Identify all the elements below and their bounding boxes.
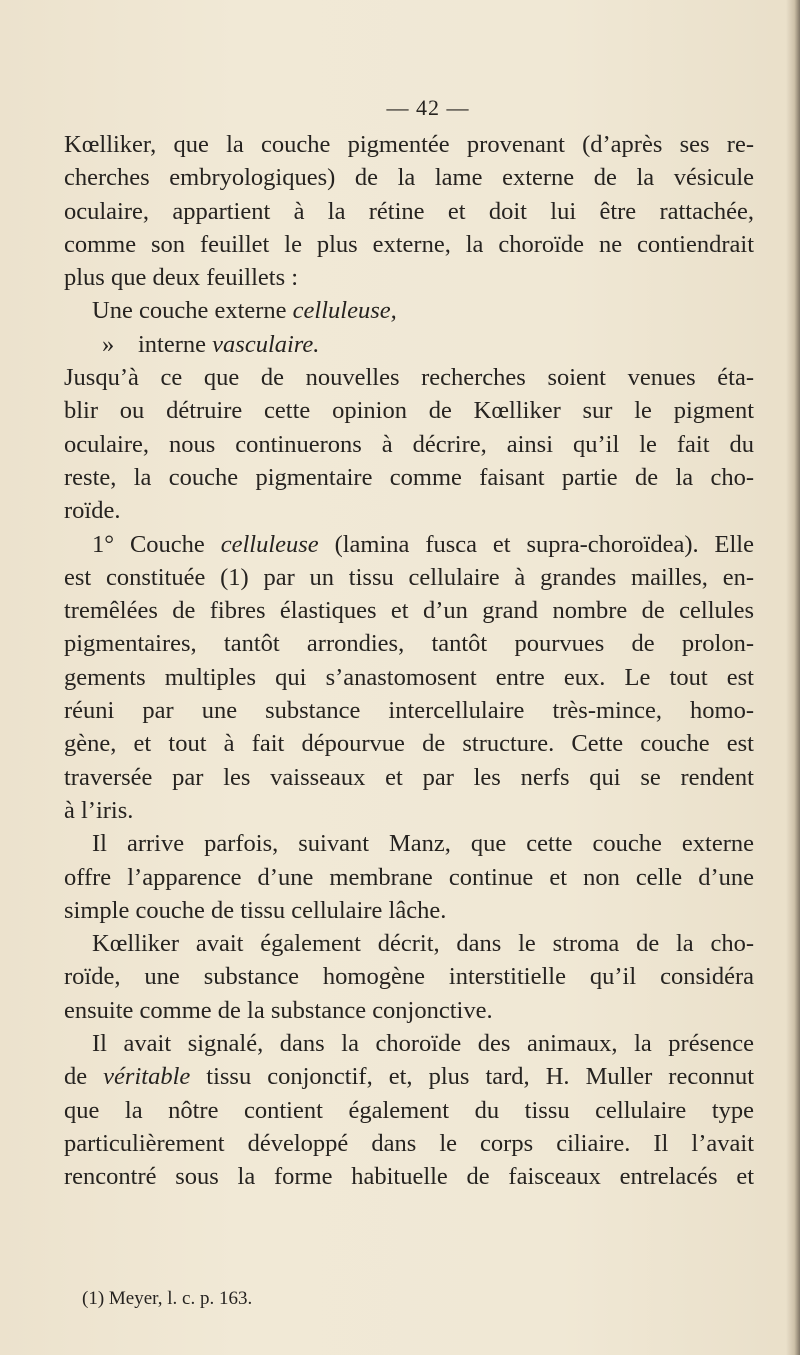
footnote: (1) Meyer, l. c. p. 163. (82, 1288, 253, 1309)
list-item-interne (64, 328, 754, 361)
text-line: comme son feuillet le plus externe, la choroïde ne contiendrait (64, 230, 754, 258)
text-line: offre l’apparence d’une membrane continue et non celle d’une (64, 863, 754, 891)
text-line: est constituée (1) par un tissu cellulaire à grandes mailles, en- (64, 563, 754, 591)
text-line: gène, et tout à fait dépourvue de structure. Cette couche est (64, 730, 754, 758)
text-line: Il arrive parfois, suivant Manz, que cette couche externe (92, 830, 754, 858)
text-line: Jusqu’à ce que de nouvelles recherches soient venues éta- (64, 364, 754, 392)
text-line: cherches embryologiques) de la lame externe de la vésicule (64, 164, 754, 192)
text-line: tremêlées de fibres élastiques et d’un grand nombre de cellules (64, 597, 754, 625)
text-line: Kœlliker avait également décrit, dans le stroma de la cho- (92, 930, 754, 958)
paragraph-signale-rest (64, 1094, 754, 1194)
text-line: rencontré sous la forme habituelle de faisceaux entrelacés et (64, 1163, 754, 1191)
text-line: oculaire, nous continuerons à décrire, ainsi qu’il le fait du (64, 430, 754, 458)
ditto-mark: » (102, 330, 115, 358)
list-item-emphasis: celluleuse, (292, 297, 397, 325)
text-line: particulièrement développé dans le corps ciliaire. Il l’avait (64, 1129, 754, 1157)
paragraph-couche (64, 561, 754, 1027)
paragraph-couche-first-line (64, 528, 754, 561)
text-span: 1° Couche (92, 530, 221, 558)
list-item-text: Une couche externe (92, 297, 293, 325)
paragraph-intro (64, 128, 754, 294)
text-line: réuni par une substance intercellulaire très-mince, homo- (64, 697, 754, 725)
text-line: plus que deux feuillets : (64, 264, 299, 292)
text-emphasis: celluleuse (220, 530, 319, 558)
paragraph-signale-line-1: Il avait signalé, dans la choroïde des animaux, la présence (92, 1030, 754, 1058)
page-number: — 42 — (386, 95, 470, 120)
body-text (64, 128, 754, 1194)
page-edge-shadow (786, 0, 800, 1355)
text-line: roïde, une substance homogène interstitielle qu’il considéra (64, 963, 754, 991)
text-line: blir ou détruire cette opinion de Kœlliker sur le pigment (64, 397, 754, 425)
paragraph-jusqua (64, 361, 754, 527)
text-line: à l’iris. (64, 796, 134, 824)
text-line: ensuite comme de la substance conjonctive. (64, 996, 493, 1024)
text-span: de (64, 1063, 104, 1091)
text-line: reste, la couche pigmentaire comme faisant partie de la cho- (64, 463, 754, 491)
text-span: tissu conjonctif, et, plus tard, H. Muller reconnut (190, 1063, 755, 1091)
text-line: simple couche de tissu cellulaire lâche. (64, 896, 447, 924)
list-item-externe (64, 294, 754, 327)
list-item-emphasis: vasculaire. (212, 330, 320, 358)
text-line: oculaire, appartient à la rétine et doit lui être rattachée, (64, 197, 754, 225)
text-line: Kœlliker, que la couche pigmentée provenant (d’après ses re- (64, 131, 754, 158)
text-span: (lamina fusca et supra-choroïdea). Elle (318, 530, 754, 558)
text-line: roïde. (64, 497, 121, 525)
text-line: traversée par les vaisseaux et par les nerfs qui se rendent (64, 763, 754, 791)
text-emphasis: véritable (103, 1063, 191, 1091)
text-line: pigmentaires, tantôt arrondies, tantôt pourvues de prolon- (64, 630, 754, 658)
text-line: que la nôtre contient également du tissu cellulaire type (64, 1096, 754, 1124)
paragraph-signale-line-2 (64, 1060, 754, 1093)
text-line: gements multiples qui s’anastomosent entre eux. Le tout est (64, 663, 754, 691)
list-item-text: interne (138, 330, 213, 358)
